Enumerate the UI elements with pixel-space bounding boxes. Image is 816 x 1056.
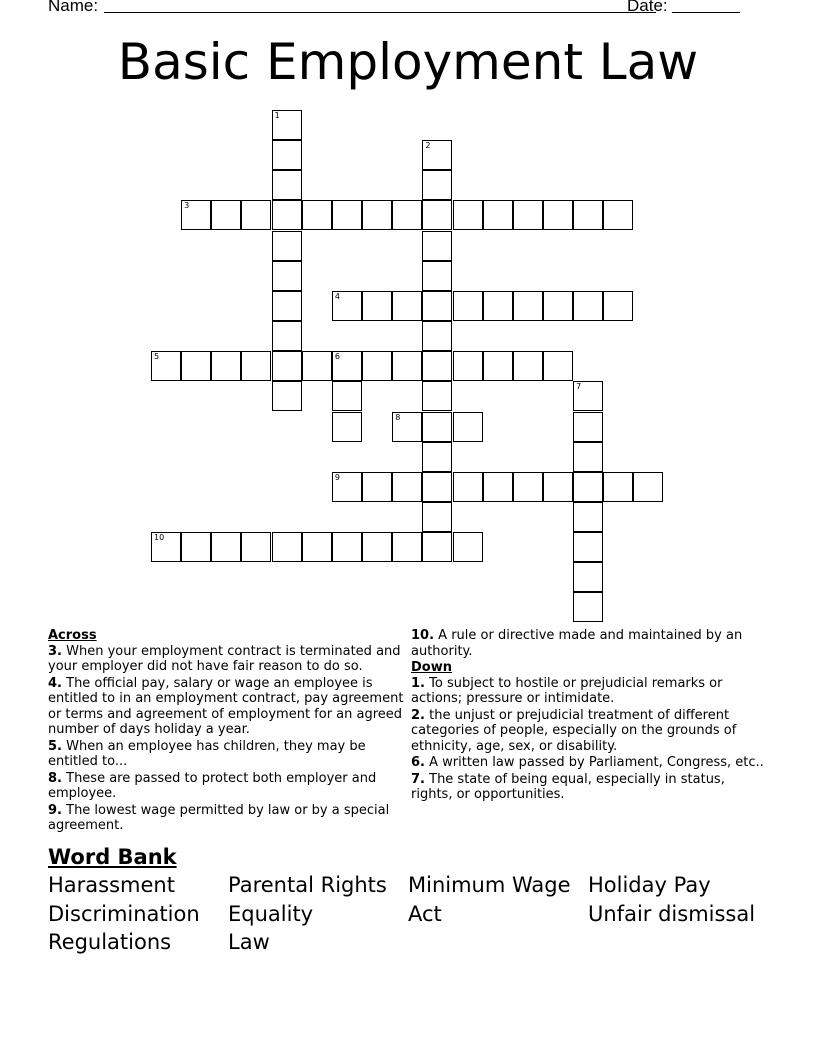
- crossword-cell[interactable]: [211, 532, 241, 562]
- across-heading: Across: [48, 628, 97, 643]
- word-bank-item: Parental Rights: [228, 873, 387, 897]
- crossword-cell[interactable]: [543, 351, 573, 381]
- clue-number: 3: [184, 201, 190, 211]
- crossword-cell[interactable]: [362, 291, 392, 321]
- crossword-cell[interactable]: [302, 532, 332, 562]
- crossword-cell[interactable]: [422, 321, 452, 351]
- crossword-cell[interactable]: [513, 291, 543, 321]
- crossword-cell[interactable]: [453, 291, 483, 321]
- crossword-cell[interactable]: [573, 442, 603, 472]
- clue-number: 9: [334, 472, 340, 482]
- crossword-cell[interactable]: [332, 351, 362, 381]
- clue-down-7: 7. The state of being equal, especially in status, rights, or opportunities.: [411, 771, 725, 802]
- crossword-cell[interactable]: [422, 140, 452, 170]
- crossword-cell[interactable]: [422, 412, 452, 442]
- crossword-cell[interactable]: [422, 351, 452, 381]
- crossword-cell[interactable]: [422, 291, 452, 321]
- crossword-cell[interactable]: [272, 261, 302, 291]
- crossword-cell[interactable]: [362, 472, 392, 502]
- crossword-cell[interactable]: [181, 200, 211, 230]
- crossword-cell[interactable]: [332, 200, 362, 230]
- crossword-cell[interactable]: [392, 291, 422, 321]
- word-bank-title: Word Bank: [48, 845, 177, 869]
- crossword-cell[interactable]: [453, 412, 483, 442]
- clue-down-2: 2. the unjust or prejudicial treatment of different categories of people, especially on the grounds of ethnicity, age, sex, or disability.: [411, 707, 737, 754]
- crossword-cell[interactable]: [392, 200, 422, 230]
- crossword-cell[interactable]: [422, 532, 452, 562]
- crossword-cell[interactable]: [633, 472, 663, 502]
- crossword-cell[interactable]: [422, 502, 452, 532]
- clue-across-10: 10. A rule or directive made and maintained by an authority.: [411, 628, 743, 659]
- crossword-cell[interactable]: [453, 532, 483, 562]
- crossword-cell[interactable]: [272, 200, 302, 230]
- crossword-cell[interactable]: [272, 291, 302, 321]
- crossword-cell[interactable]: [332, 291, 362, 321]
- crossword-cell[interactable]: [272, 140, 302, 170]
- crossword-cell[interactable]: [603, 472, 633, 502]
- word-bank-item: Act: [408, 901, 442, 926]
- crossword-cell[interactable]: [272, 110, 302, 140]
- crossword-cell[interactable]: [392, 351, 422, 381]
- crossword-cell[interactable]: [573, 592, 603, 622]
- crossword-cell[interactable]: [422, 381, 452, 411]
- crossword-cell[interactable]: [603, 200, 633, 230]
- crossword-cell[interactable]: [332, 412, 362, 442]
- crossword-cell[interactable]: [241, 532, 271, 562]
- crossword-cell[interactable]: [272, 532, 302, 562]
- crossword-cell[interactable]: [362, 200, 392, 230]
- clue-number: 2: [425, 141, 431, 151]
- crossword-cell[interactable]: [332, 381, 362, 411]
- clue-down-6: 6. A written law passed by Parliament, Congress, etc..: [411, 755, 764, 770]
- clues-left-column: [48, 628, 406, 835]
- crossword-cell[interactable]: [543, 200, 573, 230]
- clue-number: 1: [274, 111, 280, 120]
- crossword-cell[interactable]: [573, 200, 603, 230]
- crossword-cell[interactable]: [272, 170, 302, 200]
- crossword-cell[interactable]: [272, 231, 302, 261]
- crossword-cell[interactable]: [272, 381, 302, 411]
- clue-number: 6: [334, 352, 340, 362]
- crossword-cell[interactable]: [603, 291, 633, 321]
- crossword-cell[interactable]: [332, 532, 362, 562]
- crossword-cell[interactable]: [181, 351, 211, 381]
- crossword-cell[interactable]: [422, 472, 452, 502]
- crossword-cell[interactable]: [211, 200, 241, 230]
- crossword-cell[interactable]: [302, 200, 332, 230]
- word-bank-item: Regulations: [48, 930, 172, 954]
- crossword-cell[interactable]: [513, 351, 543, 381]
- clue-across-5: 5. When an employee has children, they may be entitled to...: [48, 738, 366, 769]
- crossword-cell[interactable]: [332, 472, 362, 502]
- crossword-cell[interactable]: [181, 532, 211, 562]
- clue-across-9: 9. The lowest wage permitted by law or by a special agreement.: [48, 802, 390, 833]
- word-bank: [48, 873, 788, 959]
- clue-across-3: 3. When your employment contract is terminated and your employer did not have fair reason to do so.: [48, 643, 401, 674]
- word-bank-item: Minimum Wage: [408, 873, 571, 897]
- crossword-cell[interactable]: [543, 472, 573, 502]
- crossword-cell[interactable]: [362, 532, 392, 562]
- date-field[interactable]: [672, 12, 740, 13]
- word-bank-item: Holiday Pay: [588, 873, 711, 897]
- crossword-cell[interactable]: [483, 351, 513, 381]
- crossword-cell[interactable]: [392, 532, 422, 562]
- crossword-cell[interactable]: [392, 472, 422, 502]
- crossword-cell[interactable]: [211, 351, 241, 381]
- word-bank-item: Unfair dismissal: [588, 901, 756, 926]
- crossword-cell[interactable]: [453, 351, 483, 381]
- clue-down-1: 1. To subject to hostile or prejudicial remarks or actions; pressure or intimidate.: [411, 675, 723, 706]
- crossword-cell[interactable]: [453, 472, 483, 502]
- crossword-cell[interactable]: [272, 351, 302, 381]
- crossword-cell[interactable]: [483, 291, 513, 321]
- crossword-cell[interactable]: [483, 200, 513, 230]
- crossword-cell[interactable]: [453, 200, 483, 230]
- crossword-cell[interactable]: [573, 532, 603, 562]
- clue-number: 10: [154, 533, 165, 543]
- page-title: Basic Employment Law: [117, 33, 699, 91]
- crossword-cell[interactable]: [362, 351, 392, 381]
- crossword-cell[interactable]: [573, 472, 603, 502]
- crossword-cell[interactable]: [422, 200, 452, 230]
- crossword-cell[interactable]: [513, 200, 543, 230]
- word-bank-item: Discrimination: [48, 901, 200, 926]
- crossword-cell[interactable]: [422, 231, 452, 261]
- crossword-cell[interactable]: [573, 562, 603, 592]
- crossword-cell[interactable]: [422, 442, 452, 472]
- crossword-cell[interactable]: [483, 472, 513, 502]
- crossword-cell[interactable]: [543, 291, 573, 321]
- clues-right-column: [411, 628, 766, 804]
- crossword-cell[interactable]: [573, 412, 603, 442]
- crossword-cell[interactable]: [151, 351, 181, 381]
- crossword-cell[interactable]: [241, 351, 271, 381]
- crossword-cell[interactable]: [573, 381, 603, 411]
- crossword-cell[interactable]: [422, 170, 452, 200]
- name-field[interactable]: [104, 12, 656, 13]
- crossword-cell[interactable]: [241, 200, 271, 230]
- clue-across-4: 4. The official pay, salary or wage an employee is entitled to in an employment contract, pay agreement or terms and agreement of employment for an agreed number of days holiday a year.: [48, 675, 404, 737]
- crossword-cell[interactable]: [272, 321, 302, 351]
- clue-number: 5: [154, 352, 160, 362]
- crossword-cell[interactable]: [513, 472, 543, 502]
- crossword-cell[interactable]: [422, 261, 452, 291]
- clue-number: 4: [334, 291, 340, 301]
- word-bank-item: Law: [228, 930, 270, 954]
- down-heading: Down: [411, 660, 452, 675]
- crossword-cell[interactable]: [573, 291, 603, 321]
- crossword-cell[interactable]: [302, 351, 332, 381]
- date-label: Date:: [627, 0, 668, 15]
- header: [48, 0, 788, 20]
- word-bank-item: Equality: [228, 901, 314, 926]
- crossword-cell[interactable]: [392, 412, 422, 442]
- clue-number: 8: [395, 412, 401, 422]
- crossword-cell[interactable]: [573, 502, 603, 532]
- name-label: Name:: [48, 0, 99, 15]
- crossword-cell[interactable]: [151, 532, 181, 562]
- word-bank-item: Harassment: [48, 873, 175, 897]
- clue-number: 7: [576, 382, 582, 392]
- clue-across-8: 8. These are passed to protect both employer and employee.: [48, 770, 377, 801]
